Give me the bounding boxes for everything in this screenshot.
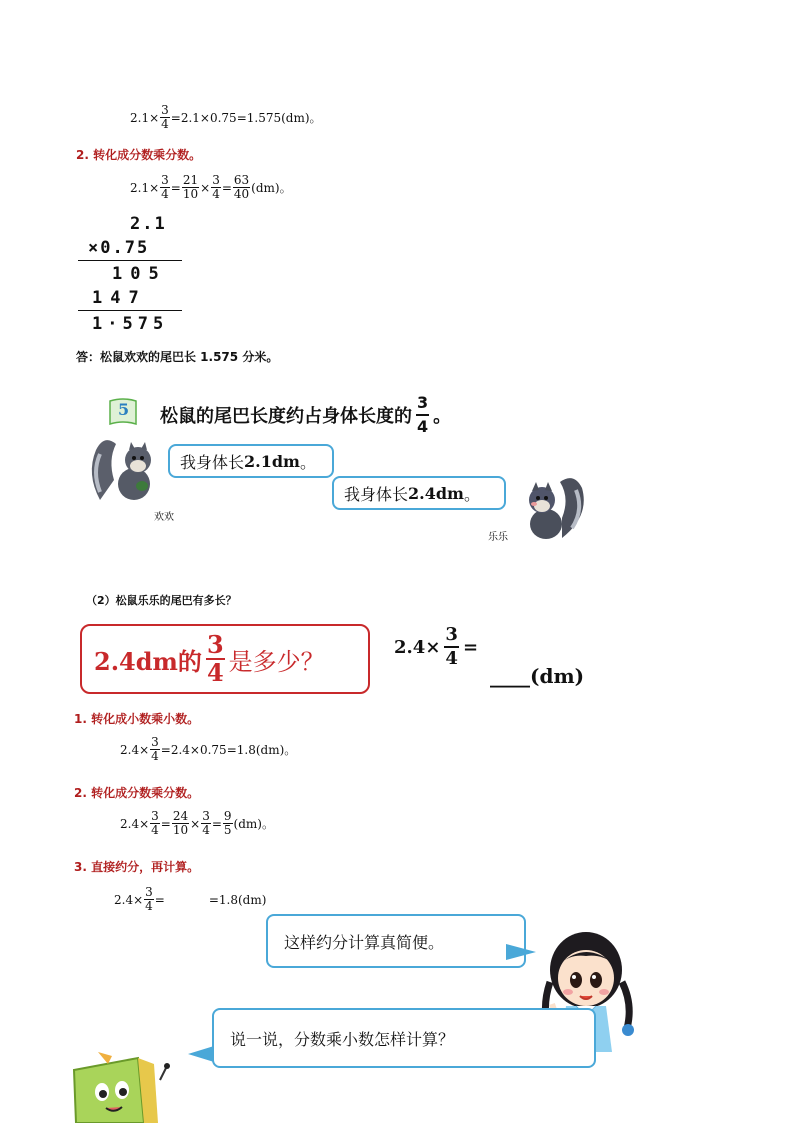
- mult-row-3: 105: [112, 264, 167, 284]
- bubble-tail: [188, 1046, 214, 1062]
- method-heading-2: 2. 转化成分数乘分数。: [76, 148, 202, 162]
- equation-cancel: 2.4× $\frac{3}{4}$ = =1.8(dm): [114, 885, 267, 913]
- divider-line: [78, 310, 182, 311]
- name-label-lele: 乐乐: [488, 532, 508, 543]
- speech-bubble-huanhuan: 我身体长 2.1dm 。: [168, 444, 334, 478]
- mult-row-5: 1·575: [92, 314, 169, 334]
- speech-bubble-girl: 这样约分计算真简便。: [266, 914, 526, 968]
- eq-text: =2.1×0.75=1.575(dm)。: [170, 111, 322, 125]
- name-label-huanhuan: 欢欢: [154, 512, 174, 523]
- book-character-illustration: [68, 1050, 174, 1123]
- speech-bubble-book: 说一说，分数乘小数怎样计算？: [212, 1008, 596, 1068]
- method-heading-3: 3. 直接约分，再计算。: [74, 860, 200, 874]
- eq-text: 2.1×: [130, 110, 160, 125]
- answer-text: 答：松鼠欢欢的尾巴长 1.575 分米。: [76, 350, 279, 364]
- method-heading-1: 1. 转化成小数乘小数。: [74, 712, 200, 726]
- equation-decimal-2: 2.4× $\frac{3}{4}$ =2.4×0.75=1.8(dm)。: [120, 735, 297, 763]
- squirrel-icon: [512, 466, 592, 546]
- divider-line: [78, 260, 182, 261]
- mult-row-2: ×0.75: [88, 238, 150, 258]
- question-2: （2）松鼠乐乐的尾巴有多长？: [86, 594, 237, 607]
- fraction: $\frac{3}{4}$: [161, 103, 169, 131]
- bubble-tail: [506, 944, 536, 960]
- mult-row-1: 2.1: [130, 214, 167, 234]
- side-equation: 2.4× $\frac{3}{4}$ =: [394, 624, 479, 669]
- answer-blank: ____(dm): [490, 664, 585, 688]
- equation-fraction-2: 2.4× $\frac{3}{4}$ = $\frac{24}{10}$ × $\frac{3}{4}$ = $\frac{9}{5}$ (dm)。: [120, 809, 274, 837]
- problem-statement: 松鼠的尾巴长度约占身体长度的 $\frac{3}{4}$ 。: [160, 393, 452, 436]
- mult-row-4: 147: [92, 288, 147, 308]
- problem-number-badge: 5: [108, 396, 138, 426]
- question-red-box: 2.4dm的 $\frac{3}{4}$ 是多少？: [80, 624, 370, 694]
- equation-decimal-1: [130, 104, 322, 131]
- method-heading-2b: 2. 转化成分数乘分数。: [74, 786, 200, 800]
- squirrel-icon: [86, 430, 166, 506]
- book-mascot-icon: [68, 1050, 174, 1123]
- squirrel-lele-illustration: [512, 466, 592, 546]
- equation-fraction-1: 2.1× $\frac{3}{4}$ = $\frac{21}{10}$ × $\frac{3}{4}$ = $\frac{63}{40}$ (dm)。: [130, 173, 292, 201]
- speech-bubble-lele: 我身体长 2.4dm 。: [332, 476, 506, 510]
- squirrel-huanhuan-illustration: [86, 430, 166, 506]
